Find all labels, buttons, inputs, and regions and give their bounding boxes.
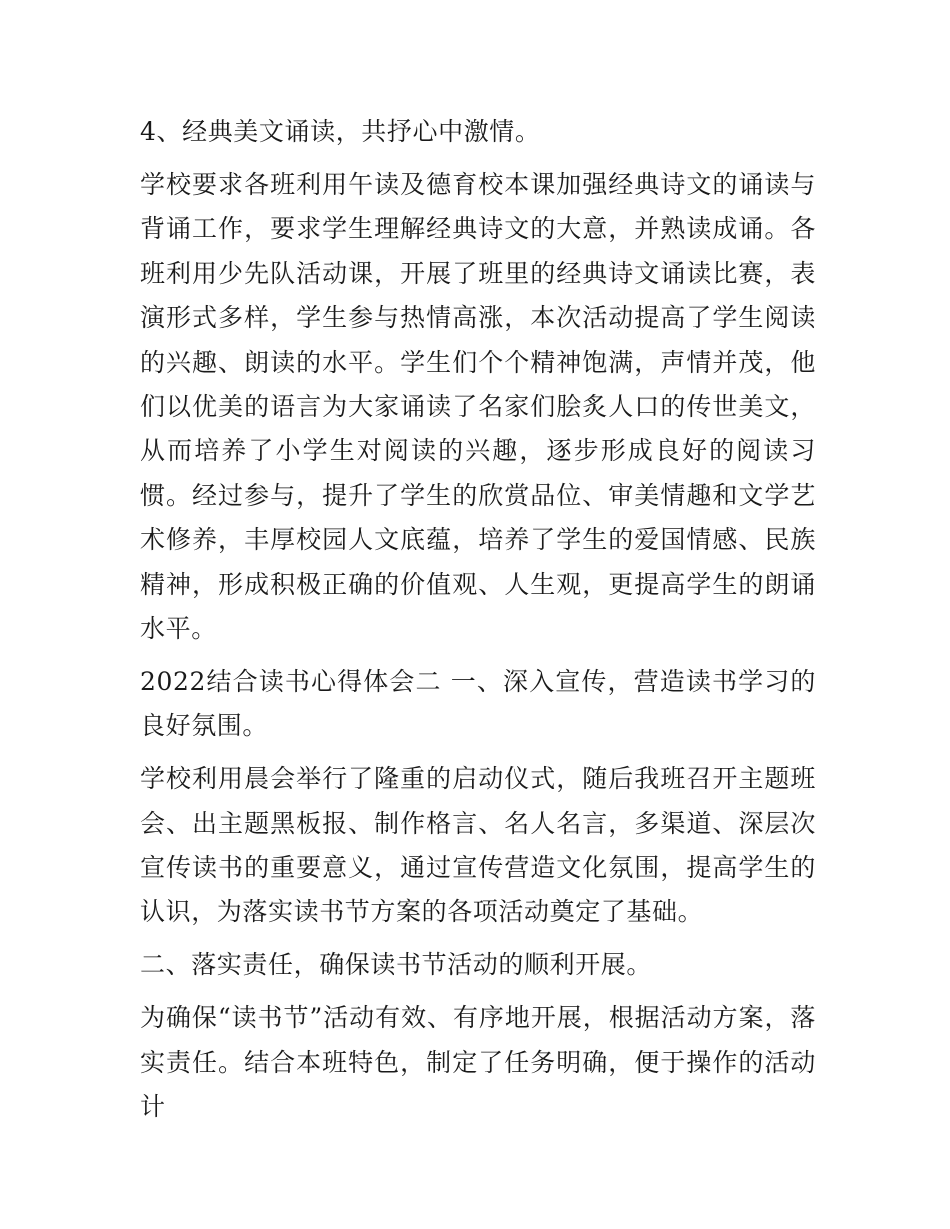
paragraph-classic-reading-body: 学校要求各班利用午读及德育校本课加强经典诗文的诵读与背诵工作，要求学生理解经典诗文的大意，并熟读成诵。各班利用少先队活动课，开展了班里的经典诗文诵读比赛，表演形式多样，学生参与热情高涨，本次活动提高了学生阅读的兴趣、朗读的水平。学生们个个精神饱满，声情并茂，他们以优美的语言为大家诵读了名家们脍炙人口的传世美文，从而培养了小学生对阅读的兴趣，逐步形成良好的阅读习惯。经过参与，提升了学生的欣赏品位、审美情趣和文学艺术修养，丰厚校园人文底蕴，培养了学生的爱国情感、民族精神，形成积极正确的价值观、人生观，更提高学生的朗诵水平。 [140,169,816,643]
paragraph-section-heading-responsibility: 二、落实责任，确保读书节活动的顺利开展。 [140,950,653,980]
paragraph-publicity-body: 学校利用晨会举行了隆重的启动仪式，随后我班召开主题班会、出主题黑板报、制作格言、名人名言，多渠道、深层次宣传读书的重要意义，通过宣传营造文化氛围，提高学生的认识，为落实读书节方案的各项活动奠定了基础。 [140,764,816,927]
paragraph-responsibility-body: 为确保“读书节”活动有效、有序地开展，根据活动方案，落实责任。结合本班特色，制定了任务明确，便于操作的活动计 [140,1003,816,1122]
paragraph-section-heading-publicity: 2022结合读书心得体会二 一、深入宣传，营造读书学习的良好氛围。 [140,666,816,741]
paragraph-classic-reading-heading: 4、经典美文诵读，共抒心中激情。 [140,117,541,146]
document-body [140,110,816,1138]
